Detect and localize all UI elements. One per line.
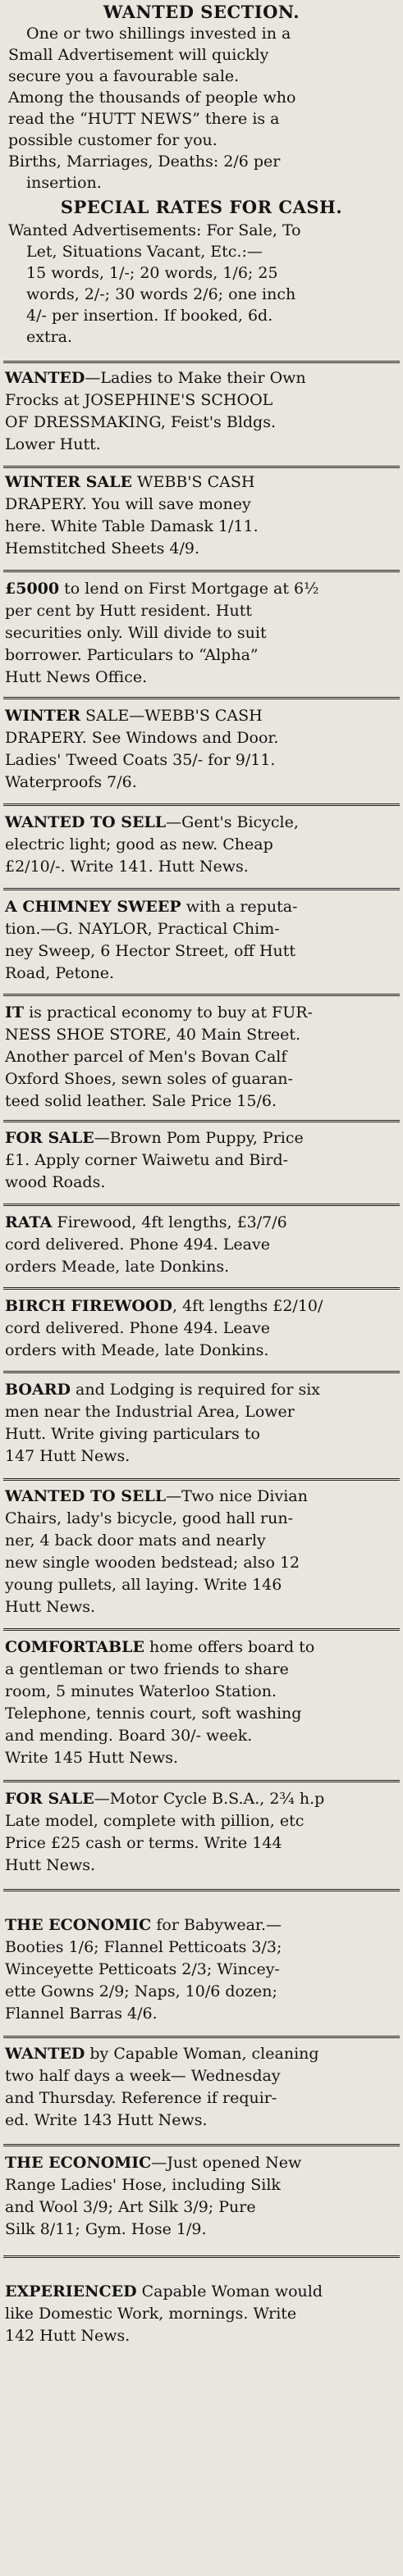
divider xyxy=(3,1120,400,1122)
classified-ad xyxy=(5,896,397,985)
ad-line: Hemstitched Sheets 4/9. xyxy=(5,539,200,558)
divider xyxy=(3,1889,400,1891)
ad-line: a gentleman or two friends to share xyxy=(5,1660,289,1678)
rates-heading: SPECIAL RATES FOR CASH. xyxy=(60,197,343,217)
divider xyxy=(3,1371,400,1373)
classified-ad xyxy=(5,2152,397,2241)
classified-ad xyxy=(5,1212,397,1278)
ad-line: room, 5 minutes Waterloo Station. xyxy=(5,1682,277,1700)
ad-line: NESS SHOE STORE, 40 Main Street. xyxy=(5,1026,301,1044)
divider xyxy=(3,697,400,699)
ad-line: two half days a week— Wednesday xyxy=(5,2067,281,2085)
ad-line: Oxford Shoes, sewn soles of guaran- xyxy=(5,1070,293,1088)
divider xyxy=(3,1478,400,1481)
ad-lead: THE ECONOMIC xyxy=(5,1916,152,1934)
classified-ad xyxy=(5,1486,397,1618)
ad-line: tion.—G. NAYLOR, Practical Chim- xyxy=(5,920,280,938)
rates-line: words, 2/-; 30 words 2/6; one inch xyxy=(26,285,296,303)
divider xyxy=(3,1628,400,1631)
ad-lead: WINTER xyxy=(5,707,81,725)
ad-line: teed solid leather. Sale Price 15/6. xyxy=(5,1092,277,1110)
ad-line: Road, Petone. xyxy=(5,964,115,982)
ad-line: —Two nice Divian xyxy=(166,1487,308,1505)
ad-line: with a reputa- xyxy=(181,898,298,916)
divider xyxy=(3,2255,400,2258)
classified-ad xyxy=(5,1295,397,1362)
ad-lead: IT xyxy=(5,1004,25,1022)
ad-line: Hutt. Write giving particulars to xyxy=(5,1425,260,1443)
ad-line: Chairs, lady's bicycle, good hall run- xyxy=(5,1509,294,1527)
classified-ad xyxy=(5,705,397,794)
ad-lead: £5000 xyxy=(5,580,60,598)
ad-lead: WANTED TO SELL xyxy=(5,813,167,831)
intro-line: read the “HUTT NEWS” there is a xyxy=(8,110,280,128)
ad-line: is practical economy to buy at FUR- xyxy=(24,1004,313,1022)
divider xyxy=(3,803,400,806)
ad-line: 147 Hutt News. xyxy=(5,1447,131,1465)
classified-ad xyxy=(5,578,397,689)
ad-line: Silk 8/11; Gym. Hose 1/9. xyxy=(5,2220,207,2238)
ad-lead: BIRCH FIREWOOD xyxy=(5,1297,172,1315)
divider xyxy=(3,888,400,890)
ad-line: Ladies' Tweed Coats 35/- for 9/11. xyxy=(5,751,276,769)
ad-line: Hutt News. xyxy=(5,1598,96,1616)
intro-line: Among the thousands of people who xyxy=(8,89,296,107)
ad-line: orders Meade, late Donkins. xyxy=(5,1258,230,1276)
intro-line: secure you a favourable sale. xyxy=(8,67,240,85)
ad-line: ney Sweep, 6 Hector Street, off Hutt xyxy=(5,942,296,960)
classified-ad xyxy=(5,1636,397,1769)
divider xyxy=(3,361,400,363)
classified-ad xyxy=(5,1002,397,1113)
divider xyxy=(3,1780,400,1782)
ad-line: Lower Hutt. xyxy=(5,435,101,453)
ad-line: home offers board to xyxy=(144,1638,315,1656)
rates-line: Let, Situations Vacant, Etc.:— xyxy=(26,243,263,261)
ad-line: electric light; good as new. Cheap xyxy=(5,835,273,853)
ad-line: by Capable Woman, cleaning xyxy=(85,2045,319,2063)
ad-line: Price £25 cash or terms. Write 144 xyxy=(5,1834,282,1852)
ad-line: cord delivered. Phone 494. Leave xyxy=(5,1236,270,1254)
ad-line: Another parcel of Men's Bovan Calf xyxy=(5,1048,287,1066)
ad-line: here. White Table Damask 1/11. xyxy=(5,517,259,535)
intro-line: Births, Marriages, Deaths: 2/6 per xyxy=(8,152,281,171)
ad-lead: FOR SALE xyxy=(5,1790,94,1808)
ad-lead: WANTED TO SELL xyxy=(5,1487,167,1505)
ad-line: and mending. Board 30/- week. xyxy=(5,1727,253,1745)
rates-line: 15 words, 1/-; 20 words, 1/6; 25 xyxy=(26,264,278,282)
divider xyxy=(3,2144,400,2146)
ad-line: Write 145 Hutt News. xyxy=(5,1749,179,1767)
divider xyxy=(3,570,400,572)
rates-line: Wanted Advertisements: For Sale, To xyxy=(8,221,301,239)
ad-line: Telephone, tennis court, soft washing xyxy=(5,1704,302,1723)
ad-line: young pullets, all laying. Write 146 xyxy=(5,1576,282,1594)
classified-ad xyxy=(5,471,397,560)
ad-line: Booties 1/6; Flannel Petticoats 3/3; xyxy=(5,1938,282,1956)
ad-lead: BOARD xyxy=(5,1381,71,1399)
ad-lead: WINTER SALE xyxy=(5,473,132,491)
ad-line: —Ladies to Make their Own xyxy=(85,369,306,387)
rates-text xyxy=(8,220,398,348)
classified-ad xyxy=(5,1914,397,2025)
ad-line: , 4ft lengths £2/10/ xyxy=(172,1297,323,1315)
intro-line: insertion. xyxy=(26,174,102,192)
ad-line: ner, 4 back door mats and nearly xyxy=(5,1531,266,1550)
divider xyxy=(3,466,400,468)
divider xyxy=(3,994,400,996)
ad-lead: RATA xyxy=(5,1213,53,1231)
ad-lead: A CHIMNEY SWEEP xyxy=(5,898,181,916)
ad-line: —Just opened New xyxy=(151,2154,302,2172)
ad-line: DRAPERY. See Windows and Door. xyxy=(5,729,279,747)
ad-line: ette Gowns 2/9; Naps, 10/6 dozen; xyxy=(5,1982,277,2000)
ad-line: DRAPERY. You will save money xyxy=(5,495,251,513)
rates-line: 4/- per insertion. If booked, 6d. xyxy=(26,307,273,325)
divider xyxy=(3,1287,400,1290)
ad-line: and Lodging is required for six xyxy=(70,1381,321,1399)
ad-line: £1. Apply corner Waiwetu and Bird- xyxy=(5,1151,289,1169)
ad-line: men near the Industrial Area, Lower xyxy=(5,1403,295,1421)
ad-line: OF DRESSMAKING, Feist's Bldgs. xyxy=(5,413,277,431)
ad-line: —Motor Cycle B.S.A., 2¾ h.p xyxy=(94,1790,325,1808)
intro-line: Small Advertisement will quickly xyxy=(8,46,269,64)
ad-lead: WANTED xyxy=(5,2045,85,2063)
classified-ad xyxy=(5,2043,397,2132)
ad-line: to lend on First Mortgage at 6½ xyxy=(59,580,319,598)
ad-line: —Brown Pom Puppy, Price xyxy=(94,1129,304,1147)
classified-ad xyxy=(5,1127,397,1194)
ad-line: Frocks at JOSEPHINE'S SCHOOL xyxy=(5,391,273,409)
ad-line: £2/10/-. Write 141. Hutt News. xyxy=(5,858,249,876)
intro-line: One or two shillings invested in a xyxy=(26,25,291,43)
section-heading: WANTED SECTION. xyxy=(103,2,300,22)
classified-ad xyxy=(5,367,397,456)
ad-line: Flannel Barras 4/6. xyxy=(5,2005,158,2023)
ad-line: and Wool 3/9; Art Silk 3/9; Pure xyxy=(5,2198,256,2216)
ad-line: and Thursday. Reference if requir- xyxy=(5,2089,277,2107)
rates-line: extra. xyxy=(26,328,73,346)
ad-line: orders with Meade, late Donkins. xyxy=(5,1341,269,1359)
ad-lead: COMFORTABLE xyxy=(5,1638,144,1656)
ad-lead: FOR SALE xyxy=(5,1129,94,1147)
ad-line: new single wooden bedstead; also 12 xyxy=(5,1554,300,1572)
ad-line: —Gent's Bicycle, xyxy=(166,813,299,831)
ad-line: like Domestic Work, mornings. Write xyxy=(5,2305,297,2323)
ad-line: Hutt News. xyxy=(5,1856,96,1874)
ad-line: SALE—WEBB'S CASH xyxy=(80,707,263,725)
ad-line: ed. Write 143 Hutt News. xyxy=(5,2111,208,2129)
ad-line: for Babywear.— xyxy=(151,1916,282,1934)
ad-lead: WANTED xyxy=(5,369,85,387)
intro-line: possible customer for you. xyxy=(8,131,218,149)
ad-line: borrower. Particulars to “Alpha” xyxy=(5,646,259,664)
ad-lead: THE ECONOMIC xyxy=(5,2154,152,2172)
section-intro xyxy=(8,23,398,193)
ad-line: wood Roads. xyxy=(5,1173,106,1191)
ad-line: Firewood, 4ft lengths, £3/7/6 xyxy=(52,1213,287,1231)
ad-lead: EXPERIENCED xyxy=(5,2282,137,2301)
classified-ad xyxy=(5,812,397,878)
ad-line: cord delivered. Phone 494. Leave xyxy=(5,1319,270,1337)
ad-line: per cent by Hutt resident. Hutt xyxy=(5,602,252,620)
classified-ad xyxy=(5,1788,397,1877)
ad-line: Waterproofs 7/6. xyxy=(5,773,137,791)
ad-line: WEBB'S CASH xyxy=(131,473,255,491)
ad-line: 142 Hutt News. xyxy=(5,2327,131,2345)
ad-line: Range Ladies' Hose, including Silk xyxy=(5,2176,281,2194)
ad-line: securities only. Will divide to suit xyxy=(5,624,267,642)
classified-ad xyxy=(5,1379,397,1468)
ad-line: Late model, complete with pillion, etc xyxy=(5,1812,305,1830)
ad-line: Capable Woman would xyxy=(136,2282,323,2301)
divider xyxy=(3,1204,400,1206)
classified-ad xyxy=(5,2281,397,2347)
ad-line: Winceyette Petticoats 2/3; Wincey- xyxy=(5,1960,280,1978)
ad-line: Hutt News Office. xyxy=(5,668,148,686)
divider xyxy=(3,2036,400,2038)
